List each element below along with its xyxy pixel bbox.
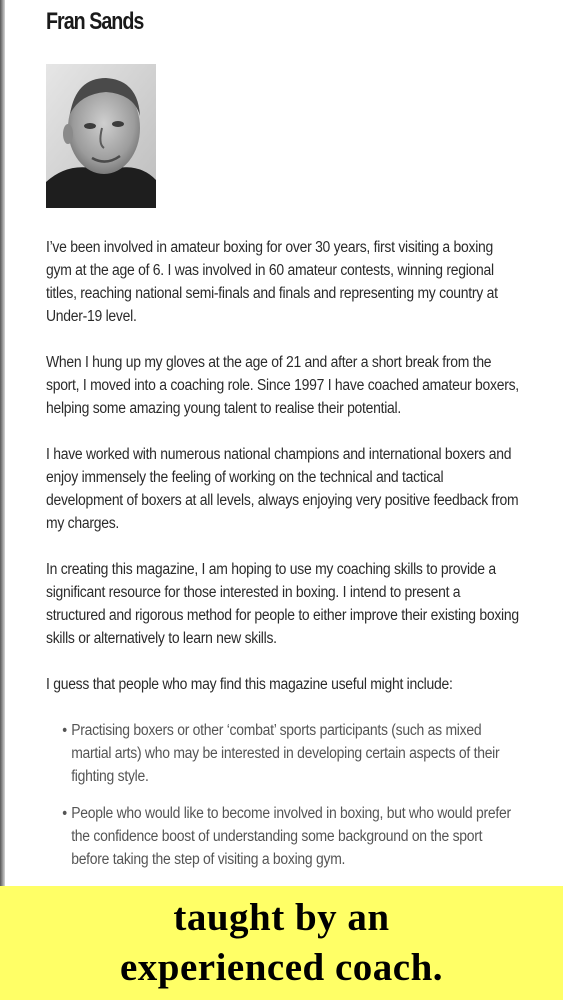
author-photo: [46, 64, 156, 208]
caption-line-2: experienced coach.: [119, 946, 444, 989]
caption-banner: [0, 886, 563, 1000]
caption-line-1: taught by an: [173, 896, 390, 939]
paragraph-2: When I hung up my gloves at the age of 21 and after a short break from the sport, I moved into a coaching role. Since 1997 I have coached amateur boxers, helping some amazing young talent to realise their potential.: [46, 354, 519, 417]
portrait-photo-icon: [46, 64, 156, 208]
list-item: • Practising boxers or other ‘combat’ sports participants (such as mixed martial arts) who may be interested in developing certain aspects of their fighting style.: [62, 719, 521, 788]
audience-list: [46, 719, 521, 871]
paragraph-5: I guess that people who may find this magazine useful might include:: [46, 676, 453, 693]
list-item: • People who would like to become involved in boxing, but who would prefer the confidence boost of understanding some background on the sport before taking the step of visiting a boxing gym.: [62, 802, 521, 871]
paragraph-3: I have worked with numerous national champions and international boxers and enjoy immensely the feeling of working on the technical and tactical development of boxers at all levels, always enjoying very positive feedback from my charges.: [46, 446, 519, 532]
paragraph-4: In creating this magazine, I am hoping to use my coaching skills to provide a significant resource for those interested in boxing. I intend to present a structured and rigorous method for people to either improve their existing boxing skills or alternatively to learn new skills.: [46, 561, 519, 647]
article-body: [46, 236, 521, 885]
page-edge-shadow: [0, 0, 5, 1000]
paragraph-1: I’ve been involved in amateur boxing for over 30 years, first visiting a boxing gym at the age of 6. I was involved in 60 amateur contests, winning regional titles, reaching national semi-finals and finals and representing my country at Under-19 level.: [46, 239, 498, 325]
page-title: Fran Sands: [46, 8, 144, 35]
